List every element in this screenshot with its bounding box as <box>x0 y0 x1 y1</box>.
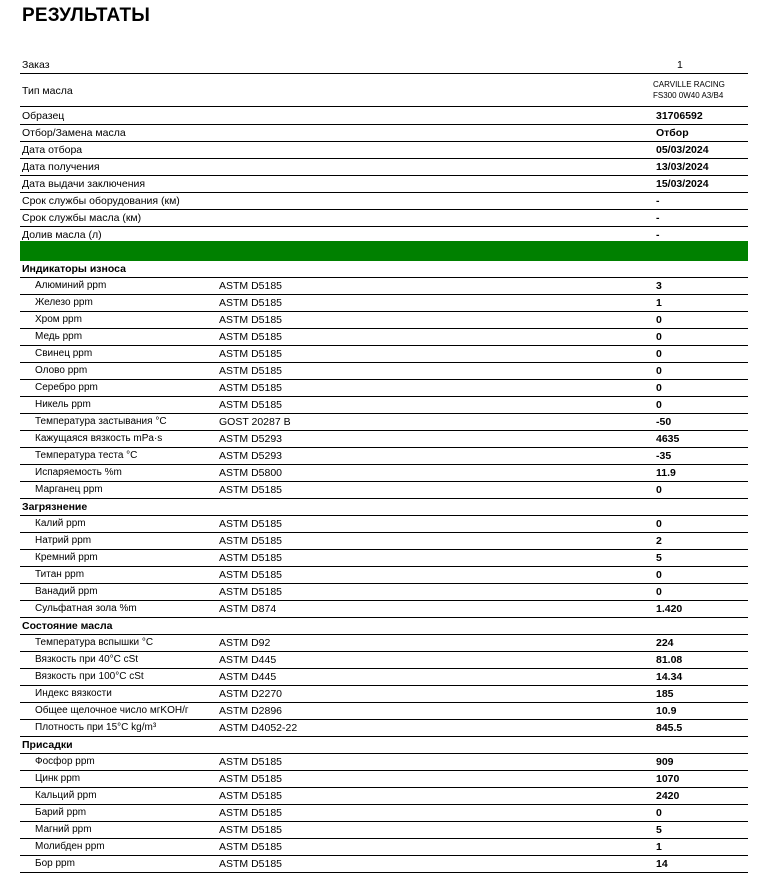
test-method: ASTM D5185 <box>219 314 283 326</box>
result-value: 11.9 <box>656 467 676 479</box>
info-row <box>20 176 748 193</box>
test-method: ASTM D5185 <box>219 331 283 343</box>
parameter-name: Серебро ppm <box>35 382 98 393</box>
page-title: РЕЗУЛЬТАТЫ <box>22 5 151 26</box>
result-value: 1 <box>656 297 662 309</box>
oil-type-line2: FS300 0W40 A3/B4 <box>653 91 724 100</box>
parameter-name: Натрий ppm <box>35 535 92 546</box>
result-value: 0 <box>656 586 662 598</box>
parameter-name: Общее щелочное число мгKOH/г <box>35 705 189 716</box>
table-row <box>20 720 748 737</box>
table-row <box>20 482 748 499</box>
info-row <box>20 210 748 227</box>
parameter-name: Индекс вязкости <box>35 688 112 699</box>
parameter-name: Ванадий ppm <box>35 586 98 597</box>
table-row <box>20 329 748 346</box>
result-value: 0 <box>656 365 662 377</box>
test-method: ASTM D5185 <box>219 858 283 870</box>
table-row <box>20 839 748 856</box>
order-row <box>20 57 748 74</box>
info-row <box>20 159 748 176</box>
test-method: ASTM D5185 <box>219 824 283 836</box>
parameter-name: Кажущаяся вязкость mPa·s <box>35 433 163 444</box>
result-value: 14 <box>656 858 668 870</box>
parameter-name: Температура застывания °С <box>35 416 167 427</box>
table-row <box>20 533 748 550</box>
table-row <box>20 652 748 669</box>
info-row <box>20 108 748 125</box>
result-value: 0 <box>656 399 662 411</box>
result-value: 5 <box>656 824 662 836</box>
test-method: ASTM D5185 <box>219 297 283 309</box>
parameter-name: Плотность при 15°C kg/m³ <box>35 722 157 733</box>
parameter-name: Хром ppm <box>35 314 82 325</box>
result-value: 0 <box>656 484 662 496</box>
info-value: - <box>656 212 660 224</box>
test-method: ASTM D5185 <box>219 790 283 802</box>
test-method: ASTM D5185 <box>219 552 283 564</box>
table-row <box>20 686 748 703</box>
parameter-name: Медь ppm <box>35 331 83 342</box>
info-label: Дата отбора <box>22 144 83 156</box>
info-value: Отбор <box>656 127 689 139</box>
test-method: ASTM D874 <box>219 603 277 615</box>
table-row <box>20 635 748 652</box>
test-method: ASTM D5185 <box>219 569 283 581</box>
test-method: ASTM D5185 <box>219 280 283 292</box>
table-row <box>20 295 748 312</box>
parameter-name: Кальций ppm <box>35 790 97 801</box>
test-method: ASTM D5185 <box>219 807 283 819</box>
section-header <box>20 261 748 278</box>
oil-type-value <box>653 79 725 101</box>
result-value: 0 <box>656 569 662 581</box>
info-value: - <box>656 195 660 207</box>
order-label: Заказ <box>22 59 50 71</box>
table-row <box>20 346 748 363</box>
parameter-name: Алюминий ppm <box>35 280 107 291</box>
test-method: ASTM D5185 <box>219 586 283 598</box>
test-method: ASTM D92 <box>219 637 271 649</box>
result-value: 0 <box>656 807 662 819</box>
table-row <box>20 414 748 431</box>
parameter-name: Вязкость при 40°C cSt <box>35 654 139 665</box>
table-row <box>20 431 748 448</box>
table-row <box>20 805 748 822</box>
result-value: 0 <box>656 382 662 394</box>
info-label: Срок службы оборудования (км) <box>22 195 180 207</box>
result-value: 0 <box>656 314 662 326</box>
info-label: Образец <box>22 110 65 122</box>
parameter-name: Барий ppm <box>35 807 87 818</box>
parameter-name: Фосфор ppm <box>35 756 95 767</box>
section-header <box>20 499 748 516</box>
info-value: 05/03/2024 <box>656 144 709 156</box>
section-title: Загрязнение <box>22 501 88 513</box>
table-row <box>20 363 748 380</box>
section-header <box>20 737 748 754</box>
test-method: ASTM D5293 <box>219 450 283 462</box>
test-method: ASTM D5185 <box>219 518 283 530</box>
parameter-name: Калий ppm <box>35 518 86 529</box>
result-value: 1 <box>656 841 662 853</box>
result-value: 3 <box>656 280 662 292</box>
test-method: ASTM D5293 <box>219 433 283 445</box>
test-method: ASTM D5185 <box>219 484 283 496</box>
result-value: 4635 <box>656 433 680 445</box>
info-row <box>20 125 748 142</box>
table-row <box>20 788 748 805</box>
test-method: ASTM D5185 <box>219 773 283 785</box>
parameter-name: Бор ppm <box>35 858 75 869</box>
result-value: 0 <box>656 518 662 530</box>
table-row <box>20 550 748 567</box>
table-row <box>20 448 748 465</box>
test-method: ASTM D5185 <box>219 535 283 547</box>
info-row <box>20 142 748 159</box>
result-value: 0 <box>656 348 662 360</box>
info-label: Отбор/Замена масла <box>22 127 126 139</box>
table-row <box>20 601 748 618</box>
parameter-name: Железо ppm <box>35 297 93 308</box>
parameter-name: Вязкость при 100°C cSt <box>35 671 144 682</box>
order-value: 1 <box>677 59 683 71</box>
test-method: ASTM D445 <box>219 654 277 666</box>
table-row <box>20 380 748 397</box>
test-method: ASTM D2896 <box>219 705 283 717</box>
parameter-name: Кремний ppm <box>35 552 98 563</box>
result-value: -35 <box>656 450 672 462</box>
info-value: 15/03/2024 <box>656 178 709 190</box>
result-value: 5 <box>656 552 662 564</box>
info-label: Дата выдачи заключения <box>22 178 146 190</box>
result-value: 2420 <box>656 790 680 802</box>
status-bar <box>20 241 748 261</box>
info-value: 13/03/2024 <box>656 161 709 173</box>
test-method: ASTM D5185 <box>219 348 283 360</box>
test-method: ASTM D5185 <box>219 841 283 853</box>
info-value: 31706592 <box>656 110 703 122</box>
table-row <box>20 312 748 329</box>
result-value: 1.420 <box>656 603 683 615</box>
table-row <box>20 856 748 873</box>
parameter-name: Температура вспышки °C <box>35 637 154 648</box>
result-value: -50 <box>656 416 672 428</box>
test-method: GOST 20287 B <box>219 416 291 428</box>
table-row <box>20 465 748 482</box>
parameter-name: Магний ppm <box>35 824 92 835</box>
test-method: ASTM D2270 <box>219 688 283 700</box>
info-row <box>20 193 748 210</box>
section-header <box>20 618 748 635</box>
oil-type-line1: CARVILLE RACING <box>653 80 725 89</box>
table-row <box>20 397 748 414</box>
parameter-name: Сульфатная зола %m <box>35 603 137 614</box>
parameter-name: Молибден ppm <box>35 841 105 852</box>
table-row <box>20 278 748 295</box>
result-value: 909 <box>656 756 674 768</box>
result-value: 81.08 <box>656 654 683 666</box>
table-row <box>20 669 748 686</box>
parameter-name: Испаряемость %m <box>35 467 122 478</box>
test-method: ASTM D4052-22 <box>219 722 298 734</box>
info-label: Долив масла (л) <box>22 229 102 241</box>
parameter-name: Цинк ppm <box>35 773 81 784</box>
test-method: ASTM D5185 <box>219 365 283 377</box>
table-row <box>20 516 748 533</box>
test-method: ASTM D5185 <box>219 399 283 411</box>
section-title: Состояние масла <box>22 620 113 632</box>
test-method: ASTM D445 <box>219 671 277 683</box>
test-method: ASTM D5800 <box>219 467 283 479</box>
result-value: 845.5 <box>656 722 683 734</box>
table-row <box>20 754 748 771</box>
parameter-name: Олово ppm <box>35 365 88 376</box>
table-row <box>20 584 748 601</box>
table-row <box>20 822 748 839</box>
result-value: 185 <box>656 688 674 700</box>
parameter-name: Температура теста °C <box>35 450 138 461</box>
test-method: ASTM D5185 <box>219 756 283 768</box>
parameter-name: Свинец ppm <box>35 348 93 359</box>
parameter-name: Марганец ppm <box>35 484 103 495</box>
result-value: 1070 <box>656 773 680 785</box>
parameter-name: Никель ppm <box>35 399 91 410</box>
result-value: 0 <box>656 331 662 343</box>
info-label: Дата получения <box>22 161 100 173</box>
table-row <box>20 703 748 720</box>
result-value: 224 <box>656 637 674 649</box>
table-row <box>20 771 748 788</box>
parameter-name: Титан ppm <box>35 569 85 580</box>
table-row <box>20 567 748 584</box>
result-value: 10.9 <box>656 705 677 717</box>
oil-type-row <box>20 74 748 107</box>
info-value: - <box>656 229 660 241</box>
section-title: Индикаторы износа <box>22 263 126 275</box>
oil-type-label: Тип масла <box>22 85 73 97</box>
result-value: 14.34 <box>656 671 683 683</box>
test-method: ASTM D5185 <box>219 382 283 394</box>
result-value: 2 <box>656 535 662 547</box>
info-label: Срок службы масла (км) <box>22 212 142 224</box>
section-title: Присадки <box>22 739 73 751</box>
